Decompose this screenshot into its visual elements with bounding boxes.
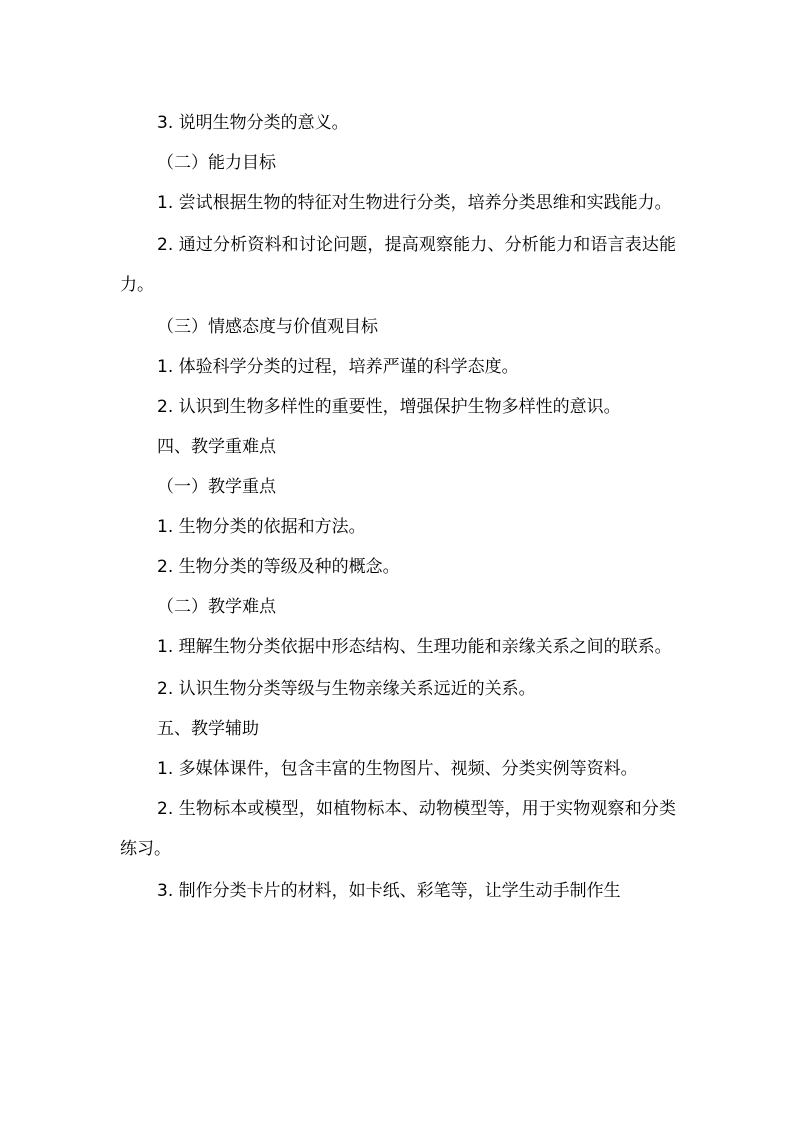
- paragraph-difficulty-1: 1. 理解生物分类依据中形态结构、生理功能和亲缘关系之间的联系。: [157, 637, 672, 657]
- paragraph-aids-1: 1. 多媒体课件，包含丰富的生物图片、视频、分类实例等资料。: [157, 759, 638, 779]
- paragraph-goal-3: 3. 说明生物分类的意义。: [157, 113, 349, 133]
- document-body: [120, 103, 676, 911]
- heading-teaching-focus: （一）教学重点: [157, 477, 276, 497]
- paragraph-focus-2: 2. 生物分类的等级及种的概念。: [157, 557, 400, 577]
- section-heading-key-points: 四、教学重难点: [157, 437, 276, 457]
- paragraph-ability-1: 1. 尝试根据生物的特征对生物进行分类，培养分类思维和实践能力。: [157, 193, 672, 213]
- paragraph-ability-2: 2. 通过分析资料和讨论问题，提高观察能力、分析能力和语言表达能力。: [120, 235, 676, 295]
- heading-teaching-difficulty: （二）教学难点: [157, 597, 276, 617]
- paragraph-difficulty-2: 2. 认识生物分类等级与生物亲缘关系远近的关系。: [157, 679, 536, 699]
- heading-attitude-goals: （三）情感态度与价值观目标: [157, 317, 378, 337]
- paragraph-aids-2: 2. 生物标本或模型，如植物标本、动物模型等，用于实物观察和分类练习。: [120, 799, 676, 859]
- heading-ability-goals: （二）能力目标: [157, 153, 276, 173]
- paragraph-attitude-2: 2. 认识到生物多样性的重要性，增强保护生物多样性的意识。: [157, 397, 621, 417]
- section-heading-teaching-aids: 五、教学辅助: [157, 719, 259, 739]
- paragraph-aids-3: 3. 制作分类卡片的材料，如卡纸、彩笔等，让学生动手制作生: [157, 881, 621, 901]
- paragraph-focus-1: 1. 生物分类的依据和方法。: [157, 517, 366, 537]
- paragraph-attitude-1: 1. 体验科学分类的过程，培养严谨的科学态度。: [157, 357, 519, 377]
